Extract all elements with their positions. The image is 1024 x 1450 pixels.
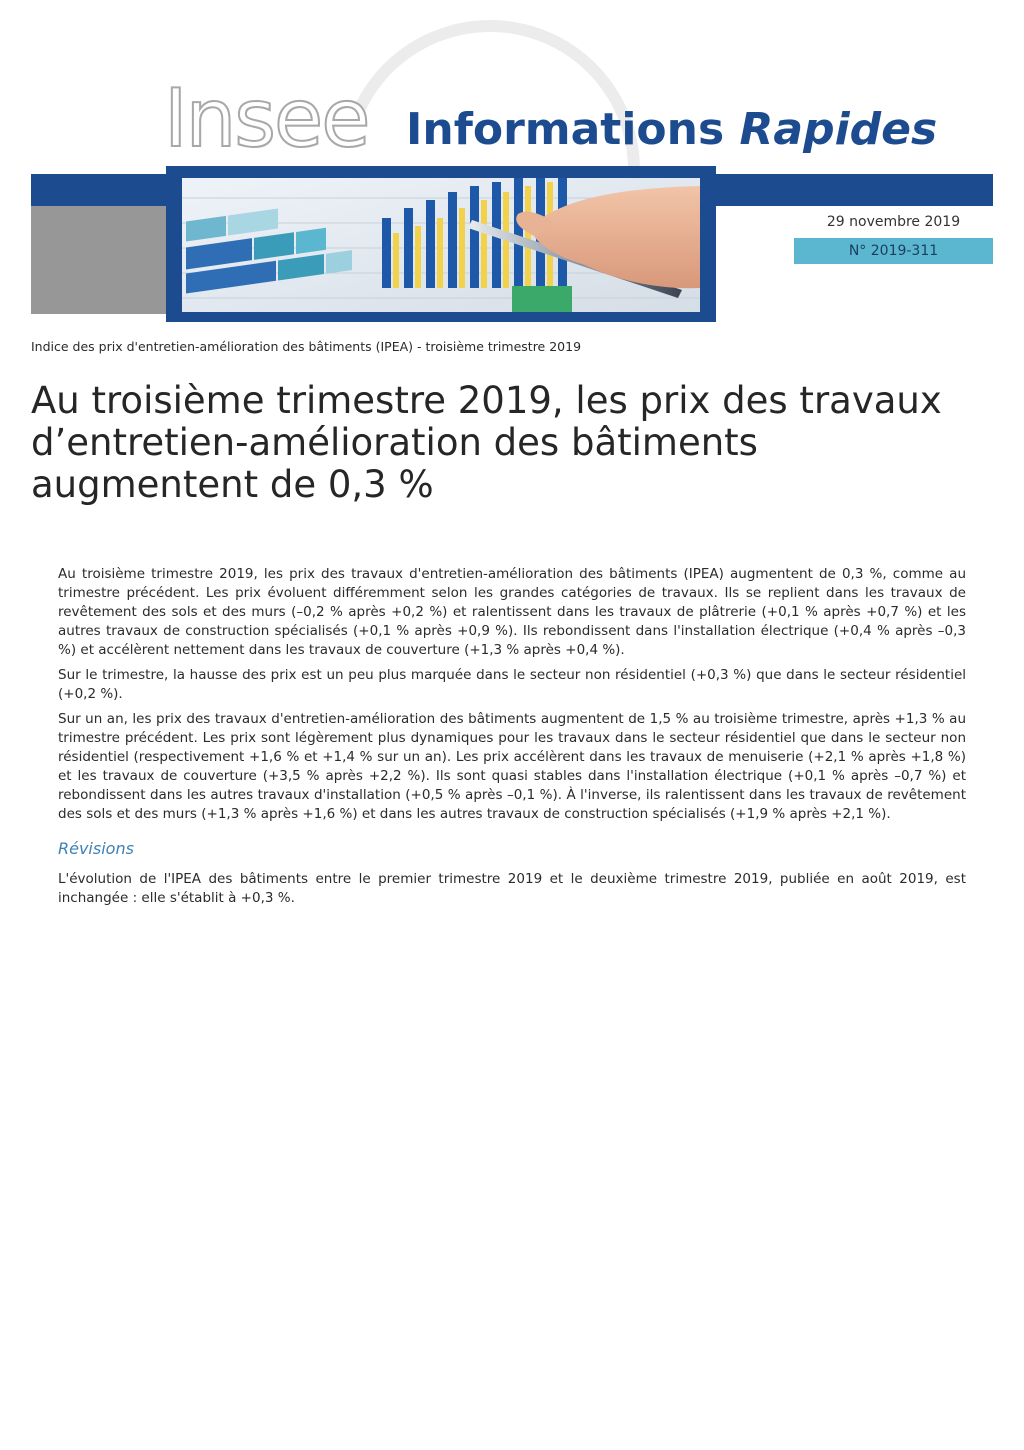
banner-photo-bar-charts — [182, 178, 700, 312]
revisions-heading: Révisions — [58, 839, 134, 858]
publication-name-regular: Informations — [406, 104, 725, 155]
issue-number-badge: N° 2019-311 — [794, 238, 993, 264]
paragraph-1: Au troisième trimestre 2019, les prix des travaux d'entretien-amélioration des bâtiments (IPEA) augmentent de 0,3 %, comme au trimestre précédent. Les prix évoluent différemment selon les grandes catégories de travaux. Ils se replient dans les travaux de revêtement des sols et des murs (–0,2 % après +0,2 %) et ralentissent dans les travaux de plâtrerie (+0,1 % après +0,7 %) et les autres travaux de construction spécialisés (+0,1 % après +0,9 %). Ils rebondissent dans l'installation électrique (+0,4 % après –0,3 %) et accélèrent nettement dans les travaux de couverture (+1,3 % après +0,4 %). — [58, 566, 966, 658]
publication-name-italic: Rapides — [739, 104, 938, 155]
paragraph-2: Sur le trimestre, la hausse des prix est un peu plus marquée dans le secteur non résidentiel (+0,3 %) que dans le secteur résidentiel (+0,2 %). — [58, 667, 966, 702]
headline: Au troisième trimestre 2019, les prix des travaux d’entretien-amélioration des bâtiments augmentent de 0,3 % — [31, 379, 942, 506]
publication-date: 29 novembre 2019 — [826, 214, 961, 230]
insee-logo: Insee — [164, 72, 369, 165]
publication-name — [406, 102, 937, 158]
revisions-text: L'évolution de l'IPEA des bâtiments entre le premier trimestre 2019 et le deuxième trimestre 2019, publiée en août 2019, est inchangée : elle s'établit à +0,3 %. — [58, 871, 966, 906]
article-body — [58, 565, 966, 914]
banner-photo-frame — [166, 166, 716, 322]
kicker-subtitle: Indice des prix d'entretien-amélioration des bâtiments (IPEA) - troisième trimestre 2019 — [31, 339, 582, 354]
paragraph-3: Sur un an, les prix des travaux d'entretien-amélioration des bâtiments augmentent de 1,5 % au troisième trimestre, après +1,3 % au trimestre précédent. Les prix sont légèrement plus dynamiques pour les travaux dans le secteur résidentiel que dans le secteur non résidentiel (respectivement +1,6 % et +1,4 % sur un an). Les prix accélèrent dans les travaux de menuiserie (+2,1 % après +1,8 %) et les travaux de couverture (+3,5 % après +2,2 %). Ils sont quasi stables dans l'installation électrique (+0,1 % après –0,7 %) et rebondissent dans les autres travaux d'installation (+0,5 % après –0,1 %). À l'inverse, ils ralentissent dans les travaux de revêtement des sols et des murs (+1,3 % après +1,6 %) et dans les autres travaux de construction spécialisés (+1,9 % après +2,1 %). — [58, 711, 966, 822]
